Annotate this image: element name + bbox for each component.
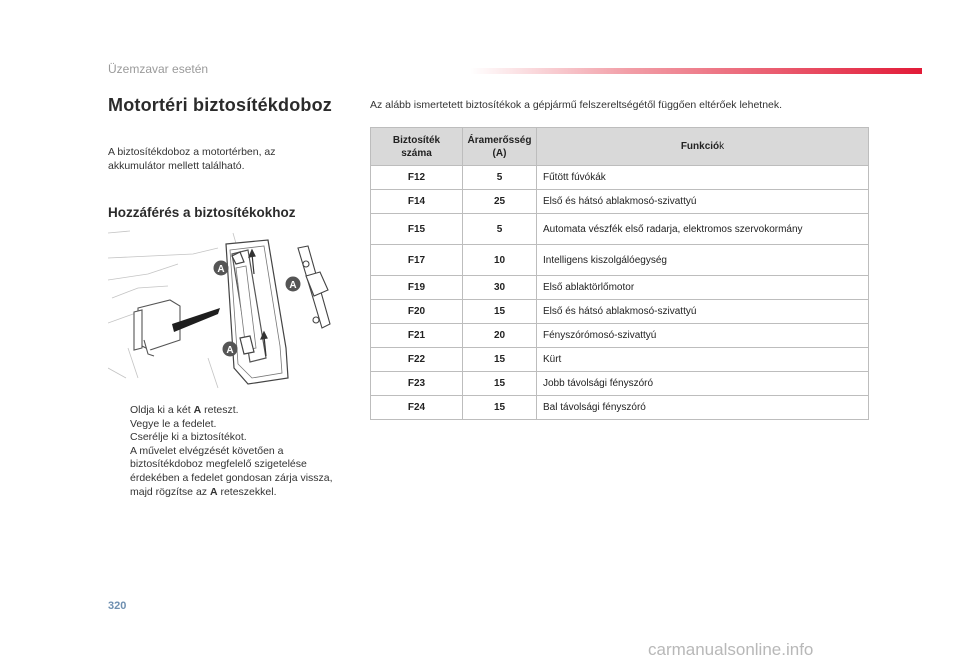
fuse-number-cell: F23: [371, 372, 463, 396]
fuse-number-cell: F14: [371, 190, 463, 214]
table-row: [371, 300, 869, 324]
amperage-cell: 10: [463, 245, 537, 276]
function-cell: Kürt: [537, 348, 869, 372]
instruction-step: Vegye le a fedelet.: [130, 417, 217, 430]
fuse-number-cell: F17: [371, 245, 463, 276]
function-cell: Fűtött fúvókák: [537, 166, 869, 190]
instruction-step: Oldja ki a két A reteszt.: [130, 404, 239, 416]
function-cell: Jobb távolsági fényszóró: [537, 372, 869, 396]
amperage-cell: 20: [463, 324, 537, 348]
latch-callout-a: [286, 277, 301, 292]
table-row: [371, 214, 869, 245]
instruction-list: [112, 404, 337, 499]
function-cell: Fényszórómosó-szivattyú: [537, 324, 869, 348]
table-row: [371, 245, 869, 276]
table-row: [371, 190, 869, 214]
table-row: [371, 166, 869, 190]
watermark: carmanualsonline.info: [648, 640, 814, 659]
instruction-step: Cserélje ki a biztosítékot.: [130, 431, 247, 444]
table-row: [371, 276, 869, 300]
function-cell: Első ablaktörlőmotor: [537, 276, 869, 300]
table-note: Az alább ismertetett biztosítékok a gépjármű felszereltségétől függően eltérőek lehetnek.: [370, 99, 783, 111]
fuse-number-cell: F24: [371, 396, 463, 420]
amperage-cell: 5: [463, 166, 537, 190]
function-cell: Intelligens kiszolgálóegység: [537, 245, 869, 276]
fuse-box-illustration: [108, 228, 336, 390]
function-cell: Automata vészfék első radarja, elektromos szervokormány: [537, 214, 869, 245]
page-header-accent-bar: [470, 68, 922, 74]
table-row: [371, 324, 869, 348]
amperage-cell: 15: [463, 372, 537, 396]
svg-text:A: A: [217, 264, 225, 275]
fuse-number-cell: F21: [371, 324, 463, 348]
amperage-cell: 15: [463, 348, 537, 372]
fuse-table: [370, 127, 869, 420]
header-function: Funkciók: [537, 128, 869, 166]
fuse-number-cell: F12: [371, 166, 463, 190]
subsection-title: Hozzáférés a biztosítékokhoz: [108, 205, 296, 220]
page-number: 320: [108, 600, 127, 612]
amperage-cell: 15: [463, 396, 537, 420]
latch-callout-a: [223, 342, 238, 357]
table-row: [371, 396, 869, 420]
intro-paragraph: A biztosítékdoboz a motortérben, az akkumulátor mellett található.: [108, 146, 276, 172]
svg-text:A: A: [226, 345, 234, 356]
header-amperage: Áramerősség (A): [463, 128, 537, 166]
table-row: [371, 372, 869, 396]
amperage-cell: 30: [463, 276, 537, 300]
function-cell: Bal távolsági fényszóró: [537, 396, 869, 420]
fuse-number-cell: F20: [371, 300, 463, 324]
amperage-cell: 15: [463, 300, 537, 324]
latch-callout-a: [214, 261, 229, 276]
function-cell: Első és hátsó ablakmosó-szivattyú: [537, 300, 869, 324]
header-fuse-number: Biztosíték száma: [371, 128, 463, 166]
svg-text:A: A: [289, 280, 297, 291]
fuse-number-cell: F22: [371, 348, 463, 372]
fuse-number-cell: F19: [371, 276, 463, 300]
amperage-cell: 5: [463, 214, 537, 245]
function-cell: Első és hátsó ablakmosó-szivattyú: [537, 190, 869, 214]
fuse-number-cell: F15: [371, 214, 463, 245]
table-row: [371, 348, 869, 372]
table-header-row: [371, 128, 869, 166]
amperage-cell: 25: [463, 190, 537, 214]
section-title: Motortéri biztosítékdoboz: [108, 95, 332, 115]
page-header-title: Üzemzavar esetén: [108, 62, 209, 76]
instruction-step: A művelet elvégzését követően a biztosítékdoboz megfelelő szigetelése érdekében a fedelet gondosan zárja vissza, majd rögzítse az A reteszekkel.: [130, 444, 333, 498]
